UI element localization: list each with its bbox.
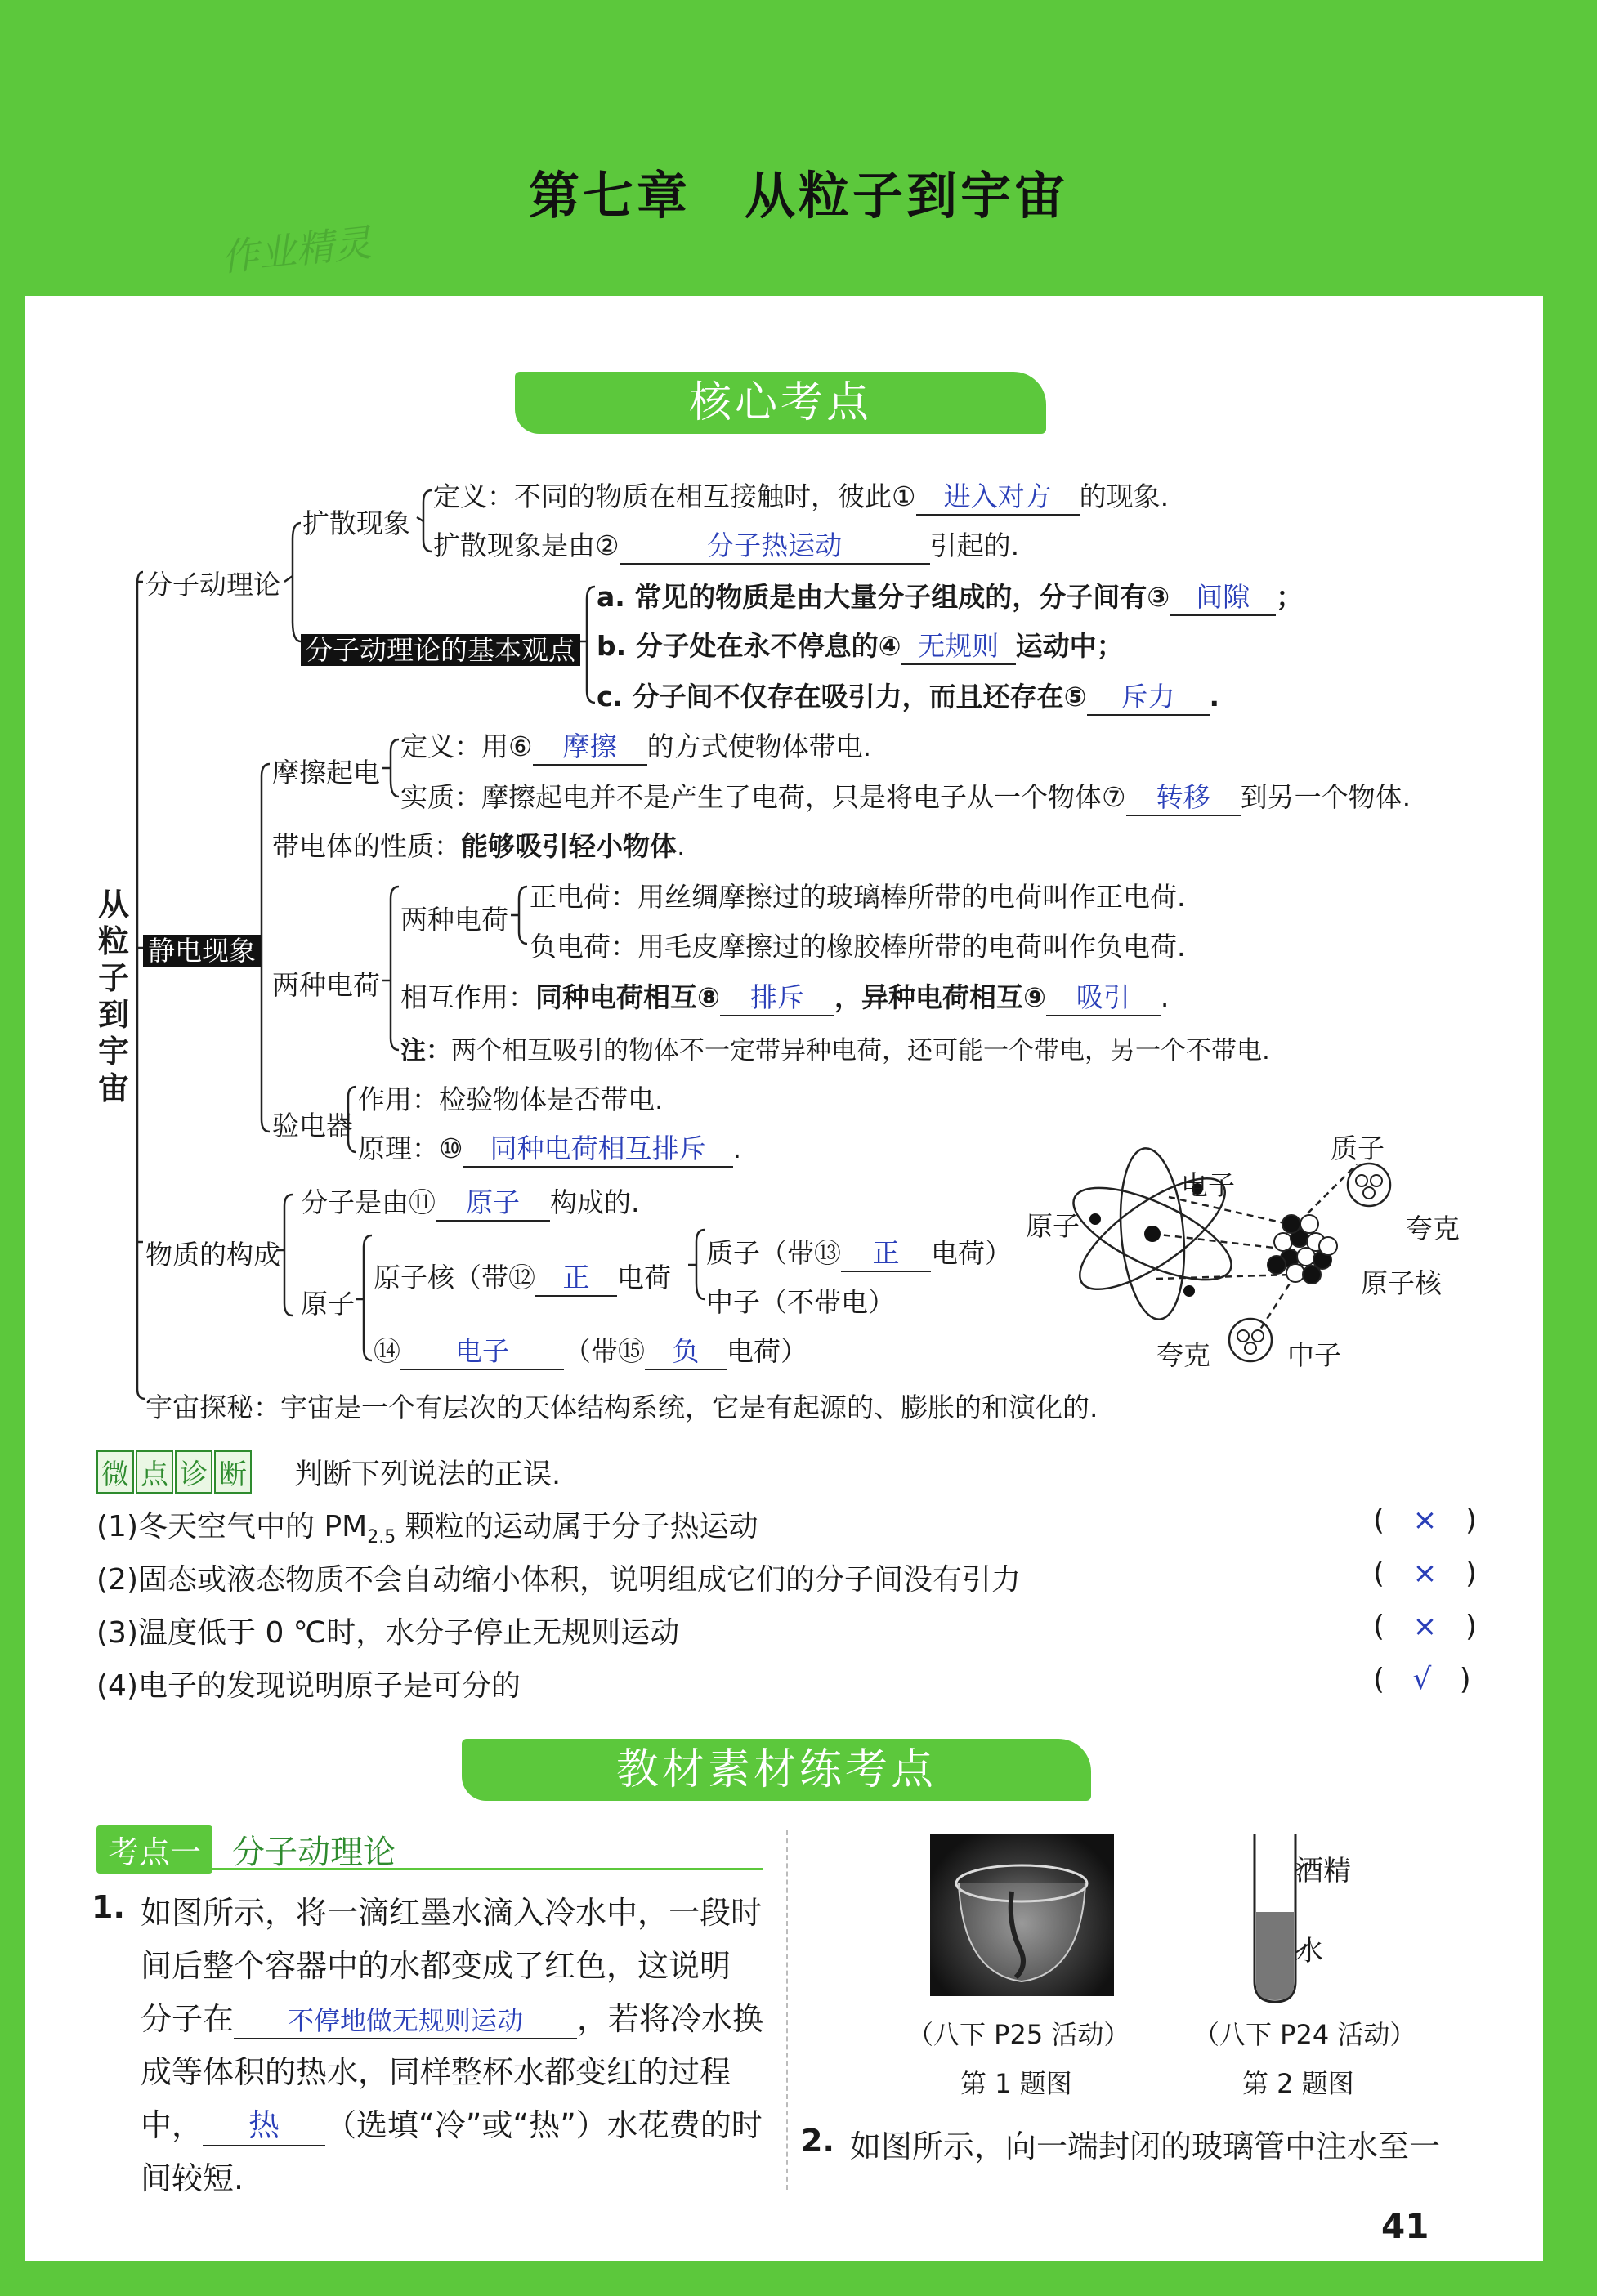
tag: 分子动理论的基本观点 [301,634,580,666]
answer-10: 同种电荷相互排斥 [463,1128,733,1168]
tag-char: 诊 [175,1450,212,1494]
text: 的现象. [1079,480,1170,512]
subscript: 2.5 [367,1527,396,1548]
answer-3: 间隙 [1170,576,1276,616]
judge-answer-4: ( √ ) [1373,1663,1471,1696]
column-divider [786,1830,788,2190]
text: 电荷） [727,1335,807,1367]
two-kinds-label: 两种电荷 [400,904,508,936]
diagram-label-quark-top: 夸克 [1406,1213,1460,1244]
text: 运动中； [1015,630,1124,662]
text: (4)电子的发现说明原子是可分的 [96,1669,521,1703]
judge-item-2 [96,1557,1021,1598]
molecule-composition [301,1182,640,1222]
text: 相互作用： [400,981,535,1013]
proton-line [706,1232,1012,1272]
tag-char: 点 [136,1450,173,1494]
diagram-label-neutron: 中子 [1287,1339,1341,1371]
judge-answer-2: ( × ) [1373,1557,1477,1590]
text: 定义：用⑥ [400,730,533,762]
atom-label: 原子 [301,1288,355,1320]
fig1-photo [930,1834,1114,1996]
answer: × [1412,1610,1438,1643]
answer-6: 摩擦 [533,726,647,766]
q1-line5 [141,2100,763,2146]
tag: 静电现象 [143,935,261,967]
text: 到另一个物体. [1240,781,1411,813]
nucleus-line [374,1257,671,1297]
electron-line [374,1330,807,1370]
section-core-title: 核心考点 [515,372,1046,434]
diagram-label-atom: 原子 [1026,1210,1080,1242]
bottom-bar [25,2261,1543,2296]
interaction [400,976,1169,1016]
text: b. 分子处在永不停息的④ [597,630,901,662]
q1-answer-1: 不停地做无规则运动 [234,2000,577,2039]
q1-line3 [141,1994,763,2039]
friction-essence [400,776,1411,816]
text: 构成的. [550,1186,640,1218]
q1-line6: 间较短. [141,2160,244,2196]
answer-8: 排斥 [720,976,834,1016]
text: 注： [400,1036,451,1065]
branch-matter-structure: 物质的构成 [145,1239,280,1271]
charged-body-property [272,825,686,864]
text: 扩散现象是由② [433,529,620,561]
diagram-label-quark-bottom: 夸克 [1156,1339,1210,1371]
answer-11: 原子 [436,1182,550,1222]
q2-line1: 如图所示，向一端封闭的玻璃管中注水至一 [850,2128,1441,2164]
text: 原理：⑩ [358,1132,463,1164]
kaodian-tag: 考点一 [96,1825,212,1874]
judge-item-1 [96,1503,758,1548]
page-number: 41 [1381,2206,1429,2246]
judge-answer-3: ( × ) [1373,1610,1477,1643]
judge-item-3 [96,1610,679,1651]
tag-char: 微 [96,1450,134,1494]
basic-view-c [597,676,1219,716]
text: c. 分子间不仅存在吸引力，而且还存在⑤ [597,681,1087,712]
text: （带⑮ [564,1335,645,1367]
positive-charge: 正电荷：用丝绸摩擦过的玻璃棒所带的电荷叫作正电荷. [530,881,1186,913]
note [400,1030,1270,1066]
text: . [1209,681,1220,712]
text: 引起的. [929,529,1020,561]
diagram-label-nucleus: 原子核 [1361,1267,1442,1299]
answer-7: 转移 [1126,776,1241,816]
text: 原子核（带⑫ [374,1262,535,1293]
text: 两个相互吸引的物体不一定带异种电荷，还可能一个带电，另一个不带电. [451,1036,1270,1065]
text: （选填“冷”或“热”）水花费的时 [325,2107,763,2143]
two-charges-label: 两种电荷 [272,969,380,1001]
electroscope-use: 作用：检验物体是否带电. [358,1083,664,1115]
text: 能够吸引轻小物体 [461,830,677,862]
basic-view-b [597,625,1124,665]
text: . [677,830,686,862]
fig1-caption: 第 1 题图 [960,2068,1072,2099]
judge-prompt: 判断下列说法的正误. [294,1458,561,1491]
kaodian-header [96,1825,763,1870]
diagram-label-proton: 质子 [1331,1132,1385,1164]
text: 分子是由⑪ [301,1186,436,1218]
q1-line4: 成等体积的热水，同样整杯水都变红的过程 [141,2054,731,2090]
text: (1)冬天空气中的 PM [96,1510,368,1543]
kaodian-title: 分子动理论 [232,1834,396,1871]
judge-item-4 [96,1663,521,1704]
answer-15: 负 [645,1330,727,1370]
tag-char: 断 [214,1450,252,1494]
fig2-label-alcohol: 酒精 [1295,1855,1351,1887]
answer-9: 吸引 [1046,976,1161,1016]
answer-2: 分子热运动 [620,525,930,565]
friction-definition [400,726,871,766]
text: 分子在 [141,2001,235,2037]
text: 同种电荷相互⑧ [535,981,720,1013]
text: 带电体的性质： [272,830,461,862]
friction-label: 摩擦起电 [272,757,380,788]
fig2-label-water: 水 [1295,1935,1323,1968]
answer-4: 无规则 [901,625,1016,665]
diffusion-definition [433,476,1169,516]
text: ⑭ [374,1335,400,1367]
text: 实质：摩擦起电并不是产生了电荷，只是将电子从一个物体⑦ [400,781,1126,813]
text: 中， [141,2107,204,2143]
answer-14: 电子 [400,1330,564,1370]
text: 电荷） [931,1237,1012,1269]
text: 定义：不同的物质在相互接触时，彼此① [433,480,916,512]
text: . [732,1132,742,1164]
fig2-source: （八下 P24 活动） [1193,2019,1416,2050]
neutron-line: 中子（不带电） [706,1286,895,1318]
basic-views-label [301,629,580,668]
root-label: 从粒子到宇宙 [97,887,129,1106]
judge-tag [96,1450,253,1494]
watermark-logo: 作业精灵 [218,220,374,280]
answer: × [1412,1503,1438,1537]
text: . [1160,981,1170,1013]
chapter-title: 第七章 从粒子到宇宙 [528,166,1068,226]
basic-view-a [597,576,1303,616]
diffusion-cause [433,525,1019,565]
q1-answer-2: 热 [203,2100,325,2146]
branch-molecular-theory: 分子动理论 [145,569,280,601]
q1-number: 1. [92,1889,125,1925]
diagram-label-electron: 电子 [1181,1169,1235,1201]
text: ，若将冷水换 [577,2001,764,2037]
answer-5: 斥力 [1087,676,1210,716]
text: ，异种电荷相互⑨ [834,981,1046,1013]
text: 颗粒的运动属于分子热运动 [396,1510,758,1543]
branch-static-electricity [143,930,261,968]
electroscope-label: 验电器 [272,1110,353,1141]
electroscope-principle [358,1128,741,1168]
answer-1: 进入对方 [916,476,1080,516]
answer: × [1412,1557,1438,1590]
judge-answer-1: ( × ) [1373,1503,1477,1537]
answer-12: 正 [535,1257,617,1297]
q1-line1: 如图所示，将一滴红墨水滴入冷水中，一段时 [141,1895,763,1931]
q1-line2: 间后整个容器中的水都变成了红色，这说明 [141,1948,731,1984]
text: 的方式使物体带电. [646,730,872,762]
atom-structure-diagram [1013,1136,1504,1381]
glass-beaker-image [930,1834,1114,1996]
text: 质子（带⑬ [706,1237,841,1269]
answer-13: 正 [841,1232,931,1272]
text: ； [1276,581,1304,613]
text: (3)温度低于 0 ℃时，水分子停止无规则运动 [96,1616,680,1650]
q2-number: 2. [801,2123,834,2159]
section-practice-title: 教材素材练考点 [462,1739,1091,1801]
answer: √ [1412,1663,1432,1696]
fig2-caption: 第 2 题图 [1242,2068,1354,2099]
diffusion-label: 扩散现象 [302,507,410,539]
text: 电荷 [617,1262,671,1293]
text: (2)固态或液态物质不会自动缩小体积，说明组成它们的分子间没有引力 [96,1563,1021,1597]
fig1-source: （八下 P25 活动） [907,2019,1130,2050]
negative-charge: 负电荷：用毛皮摩擦过的橡胶棒所带的电荷叫作负电荷. [530,931,1186,963]
text: a. 常见的物质是由大量分子组成的，分子间有③ [597,581,1170,613]
branch-universe: 宇宙探秘：宇宙是一个有层次的天体结构系统，它是有起源的、膨胀的和演化的. [145,1391,1098,1423]
